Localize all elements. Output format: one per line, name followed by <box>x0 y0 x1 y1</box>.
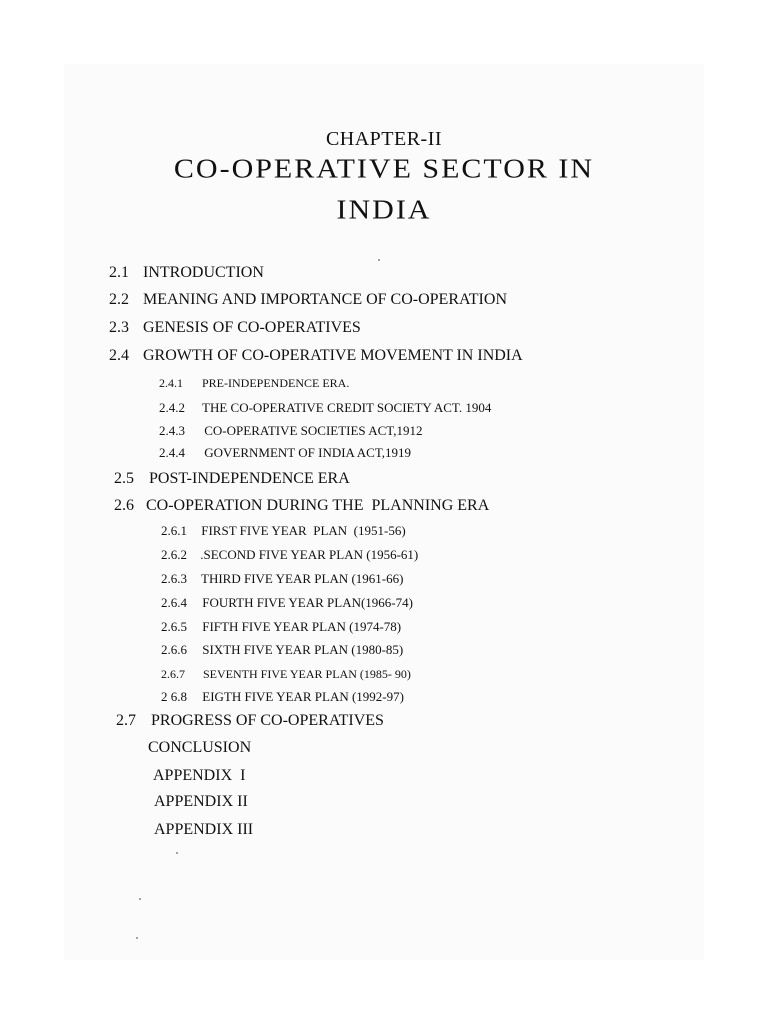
toc-subentry <box>161 523 406 539</box>
toc-entry <box>109 264 264 282</box>
toc-label: PRE-INDEPENDENCE ERA. <box>202 376 350 390</box>
toc-subentry <box>161 642 403 658</box>
toc-number: 2.6.1 <box>161 523 187 538</box>
toc-number: 2.6.5 <box>161 619 187 634</box>
toc-label: FIFTH FIVE YEAR PLAN (1974-78) <box>202 619 402 634</box>
toc-subentry <box>161 667 411 682</box>
toc-subentry <box>159 423 422 439</box>
toc-number: 2.6.3 <box>161 571 187 586</box>
toc-entry-appendix-1: APPENDIX I <box>153 767 246 784</box>
toc-number: 2.4 <box>109 347 129 364</box>
toc-number: 2 6.8 <box>161 689 187 704</box>
chapter-title-line-1: CO-OPERATIVE SECTOR IN <box>173 153 595 184</box>
toc-label: GOVERNMENT OF INDIA ACT,1919 <box>204 445 412 460</box>
toc-subentry <box>159 445 411 461</box>
scan-speck <box>378 259 380 261</box>
toc-subentry <box>161 595 413 611</box>
toc-label: INTRODUCTION <box>143 264 264 281</box>
toc-number: 2.6.7 <box>161 667 185 681</box>
toc-label: EIGTH FIVE YEAR PLAN (1992-97) <box>202 689 404 704</box>
toc-number: 2.1 <box>109 264 129 281</box>
toc-entry <box>116 712 384 730</box>
toc-label: THIRD FIVE YEAR PLAN (1961-66) <box>201 571 404 586</box>
toc-label: FOURTH FIVE YEAR PLAN(1966-74) <box>202 595 413 610</box>
toc-label: .SECOND FIVE YEAR PLAN (1956-61) <box>200 547 419 562</box>
toc-label: PROGRESS OF CO-OPERATIVES <box>151 712 384 729</box>
toc-number: 2.2 <box>109 291 129 308</box>
toc-entry <box>114 470 350 488</box>
toc-label: THE CO-OPERATIVE CREDIT SOCIETY ACT. 1904 <box>202 400 492 415</box>
toc-number: 2.6.4 <box>161 595 187 610</box>
toc-entry-conclusion: CONCLUSION <box>148 739 252 756</box>
toc-number: 2.6.2 <box>161 547 187 562</box>
toc-number: 2.4.2 <box>159 400 185 415</box>
toc-label: MEANING AND IMPORTANCE OF CO-OPERATION <box>143 291 507 308</box>
toc-label: GROWTH OF CO-OPERATIVE MOVEMENT IN INDIA <box>143 347 523 364</box>
toc-subentry <box>161 689 404 705</box>
toc-label: GENESIS OF CO-OPERATIVES <box>143 319 361 336</box>
toc-entry-appendix-2: APPENDIX II <box>154 793 248 810</box>
toc-label: POST-INDEPENDENCE ERA <box>149 470 350 487</box>
toc-number: 2.3 <box>109 319 129 336</box>
toc-entry <box>114 497 489 515</box>
toc-subentry <box>161 571 403 587</box>
chapter-title-line-2: INDIA <box>336 194 432 225</box>
scan-speck <box>176 852 178 854</box>
toc-subentry <box>159 376 349 391</box>
toc-label: CO-OPERATION DURING THE PLANNING ERA <box>146 497 490 514</box>
toc-label: SEVENTH FIVE YEAR PLAN (1985- 90) <box>203 667 411 681</box>
toc-number: 2.4.1 <box>159 376 183 390</box>
toc-entry-appendix-3: APPENDIX III <box>154 821 254 838</box>
toc-subentry <box>161 547 418 563</box>
scan-speck <box>136 937 138 939</box>
scan-speck <box>139 898 141 900</box>
chapter-label: CHAPTER-II <box>325 128 443 150</box>
toc-number: 2.7 <box>116 712 136 729</box>
toc-label: CO-OPERATIVE SOCIETIES ACT,1912 <box>204 423 423 438</box>
toc-number: 2.4.4 <box>159 445 185 460</box>
toc-number: 2.6.6 <box>161 642 187 657</box>
toc-entry <box>109 319 361 337</box>
toc-subentry <box>159 400 491 416</box>
toc-entry <box>109 291 507 309</box>
toc-label: SIXTH FIVE YEAR PLAN (1980-85) <box>202 642 404 657</box>
toc-number: 2.4.3 <box>159 423 185 438</box>
toc-label: FIRST FIVE YEAR PLAN (1951-56) <box>201 523 406 538</box>
toc-entry <box>109 347 523 365</box>
toc-number: 2.6 <box>114 497 134 514</box>
toc-number: 2.5 <box>114 470 134 487</box>
toc-subentry <box>161 619 401 635</box>
